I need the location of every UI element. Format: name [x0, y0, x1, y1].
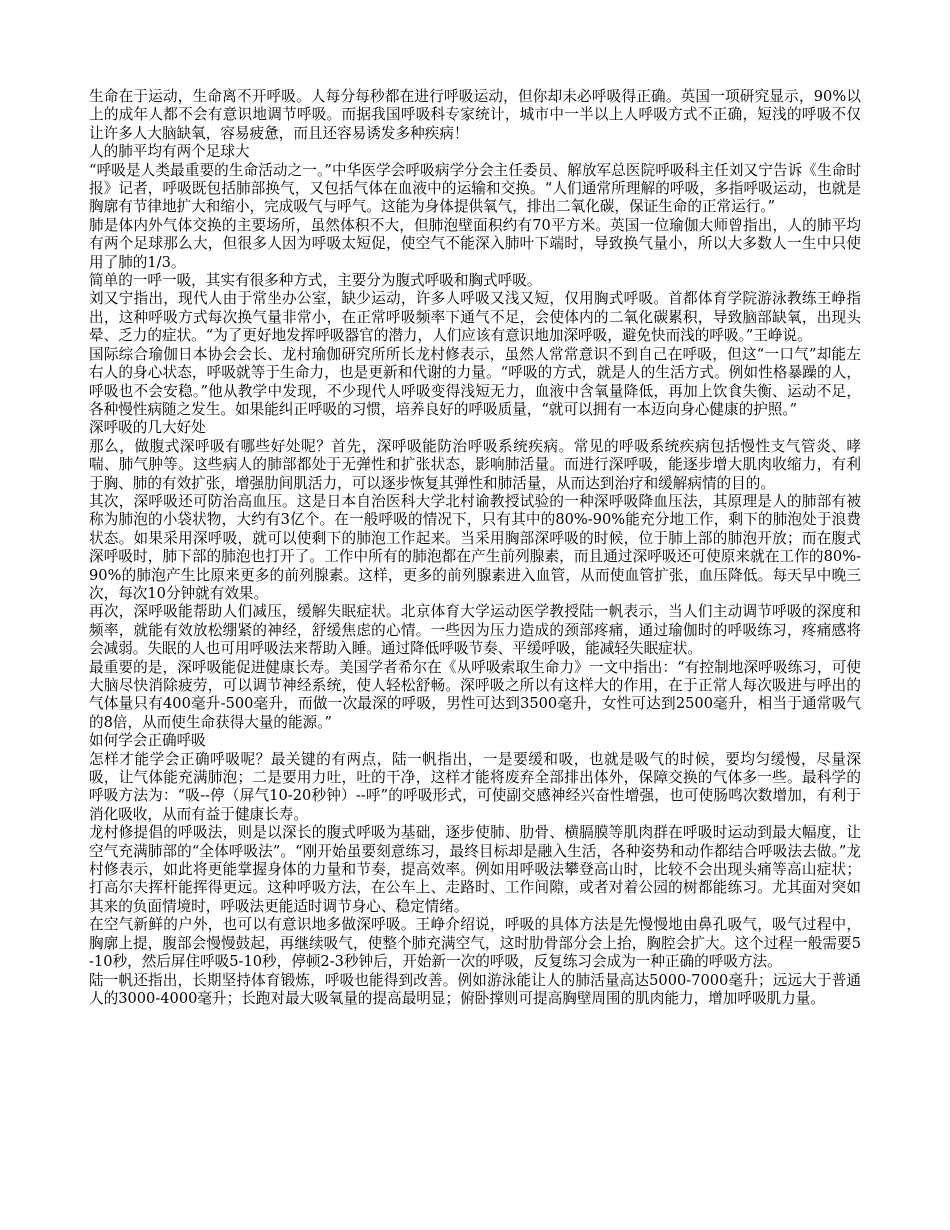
- intro-paragraph: 生命在于运动，生命离不开呼吸。人每分每秒都在进行呼吸运动，但你却未必呼吸得正确。英国一项研究显示，90%以上的成年人都不会有意识地调节呼吸。而据我国呼吸科专家统计，城市中一半以上人呼吸方式不正确，短浅的呼吸不仅让许多人大脑缺氧，容易疲惫，而且还容易诱发多种疾病！: [89, 88, 861, 142]
- article-body: [89, 88, 861, 1008]
- paragraph: “呼吸是人类最重要的生命活动之一。”中华医学会呼吸病学分会主任委员、解放军总医院呼吸科主任刘又宁告诉《生命时报》记者，呼吸既包括肺部换气，又包括气体在血液中的运输和交换。“人们通常所理解的呼吸，多指呼吸运动，也就是胸廓有节律地扩大和缩小，完成吸气与呼气。这能为身体提供氧气，排出二氧化碳，保证生命的正常运行。”: [89, 161, 861, 216]
- paragraph: 肺是体内外气体交换的主要场所，虽然体积不大，但肺泡壁面积约有70平方米。英国一位瑜伽大师曾指出，人的肺平均有两个足球那么大，但很多人因为呼吸太短促，使空气不能深入肺叶下端时，导致换气量小，所以大多数人一生中只使用了肺的1/3。: [89, 216, 861, 271]
- paragraph: 其次，深呼吸还可防治高血压。这是日本自治医科大学北村谕教授试验的一种深呼吸降血压法，其原理是人的肺部有被称为肺泡的小袋状物，大约有3亿个。在一般呼吸的情况下，只有其中的80%-90%能充分地工作，剩下的肺泡处于浪费状态。如果采用深呼吸，就可以使剩下的肺泡工作起来。当采用胸部深呼吸的时候，位于肺上部的肺泡开放；而在腹式深呼吸时，肺下部的肺泡也打开了。工作中所有的肺泡都在产生前列腺素，而且通过深呼吸还可使原来就在工作的80%-90%的肺泡产生比原来更多的前列腺素。这样，更多的前列腺素进入血管，从而使血管扩张，血压降低。每天早中晚三次，每次10分钟就有效果。: [89, 492, 861, 602]
- paragraph: 那么，做腹式深呼吸有哪些好处呢？首先，深呼吸能防治呼吸系统疾病。常见的呼吸系统疾病包括慢性支气管炎、哮喘、肺气肿等。这些病人的肺部都处于无弹性和扩张状态，影响肺活量。而进行深呼吸，能逐步增大肌肉收缩力，有利于胸、肺的有效扩张，增强肋间肌活力，可以逐步恢复其弹性和肺活量，从而达到治疗和缓解病情的目的。: [89, 437, 861, 492]
- paragraph: 陆一帆还指出，长期坚持体育锻炼，呼吸也能得到改善。例如游泳能让人的肺活量高达5000-7000毫升；远远大于普通人的3000-4000毫升；长跑对最大吸氧量的提高最明显；俯卧撑则可提高胸壁周围的肌肉能力，增加呼吸肌力量。: [89, 971, 861, 1007]
- paragraph: 怎样才能学会正确呼吸呢？最关键的有两点，陆一帆指出，一是要缓和吸，也就是吸气的时候，要均匀缓慢，尽量深吸，让气体能充满肺泡；二是要用力吐，吐的干净，这样才能将废弃全部排出体外，保障交换的气体多一些。最科学的呼吸方法为：“吸--停（屏气10-20秒钟）--呼”的呼吸形式，可使副交感神经兴奋性增强，也可使肠鸣次数增加，有利于消化吸收，从而有益于健康长寿。: [89, 750, 861, 823]
- section-heading-how-to: 如何学会正确呼吸: [89, 732, 206, 750]
- paragraph: 在空气新鲜的户外，也可以有意识地多做深呼吸。王峥介绍说，呼吸的具体方法是先慢慢地由鼻孔吸气，吸气过程中，胸廓上提，腹部会慢慢鼓起，再继续吸气，使整个肺充满空气，这时肋骨部分会上抬，胸腔会扩大。这个过程一般需要5-10秒，然后屏住呼吸5-10秒，停顿2-3秒钟后，开始新一次的呼吸，反复练习会成为一种正确的呼吸方法。: [89, 916, 861, 971]
- paragraph: 刘又宁指出，现代人由于常坐办公室，缺少运动，许多人呼吸又浅又短，仅用胸式呼吸。首都体育学院游泳教练王峥指出，这种呼吸方式每次换气量非常小，在正常呼吸频率下通气不足，会使体内的二氧化碳累积，导致脑部缺氧，出现头晕、乏力的症状。“为了更好地发挥呼吸器官的潜力，人们应该有意识地加深呼吸，避免快而浅的呼吸。”王峥说。: [89, 290, 861, 345]
- section-heading-lung-size: 人的肺平均有两个足球大: [89, 143, 250, 161]
- section-heading-benefits: 深呼吸的几大好处: [89, 419, 206, 437]
- paragraph: 国际综合瑜伽日本协会会长、龙村瑜伽研究所所长龙村修表示，虽然人常常意识不到自己在呼吸，但这“一口气”却能左右人的身心状态，呼吸就等于生命力，也是更新和代谢的力量。“呼吸的方式，就是人的生活方式。例如性格暴躁的人，呼吸也不会安稳。”他从教学中发现，不少现代人呼吸变得浅短无力，血液中含氧量降低，再加上饮食失衡、运动不足，各种慢性病随之发生。如果能纠正呼吸的习惯，培养良好的呼吸质量，“就可以拥有一本迈向身心健康的护照。”: [89, 345, 861, 418]
- paragraph: 最重要的是，深呼吸能促进健康长寿。美国学者希尔在《从呼吸索取生命力》一文中指出：“有控制地深呼吸练习，可使大脑尽快消除疲劳，可以调节神经系统，使人轻松舒畅。深呼吸之所以有这样大的作用，在于正常人每次吸进与呼出的气体量只有400毫升-500毫升，而做一次最深的呼吸，男性可达到3500毫升，女性可达到2500毫升，相当于通常吸气的8倍，从而使生命获得大量的能源。”: [89, 658, 861, 731]
- paragraph: 龙村修提倡的呼吸法，则是以深长的腹式呼吸为基础，逐步使肺、肋骨、横膈膜等肌肉群在呼吸时运动到最大幅度，让空气充满肺部的“全体呼吸法”。“刚开始虽要刻意练习，最终目标却是融入生活，各种姿势和动作都结合呼吸法去做。”龙村修表示，如此将更能掌握身体的力量和节奏，提高效率。例如用呼吸法攀登高山时，比较不会出现头痛等高山症状；打高尔夫挥杆能挥得更远。这种呼吸方法，在公车上、走路时、工作间隙，或者对着公园的树都能练习。尤其面对突如其来的负面情境时，呼吸法更能适时调节身心、稳定情绪。: [89, 824, 861, 915]
- paragraph: 再次，深呼吸能帮助人们减压，缓解失眠症状。北京体育大学运动医学教授陆一帆表示，当人们主动调节呼吸的深度和频率，就能有效放松绷紧的神经，舒缓焦虑的心情。一些因为压力造成的颈部疼痛，通过瑜伽时的呼吸练习，疼痛感将会减弱。失眠的人也可用呼吸法来帮助入睡。通过降低呼吸节奏、平缓呼吸，能减轻失眠症状。: [89, 603, 861, 658]
- paragraph: 简单的一呼一吸，其实有很多种方式，主要分为腹式呼吸和胸式呼吸。: [89, 272, 542, 290]
